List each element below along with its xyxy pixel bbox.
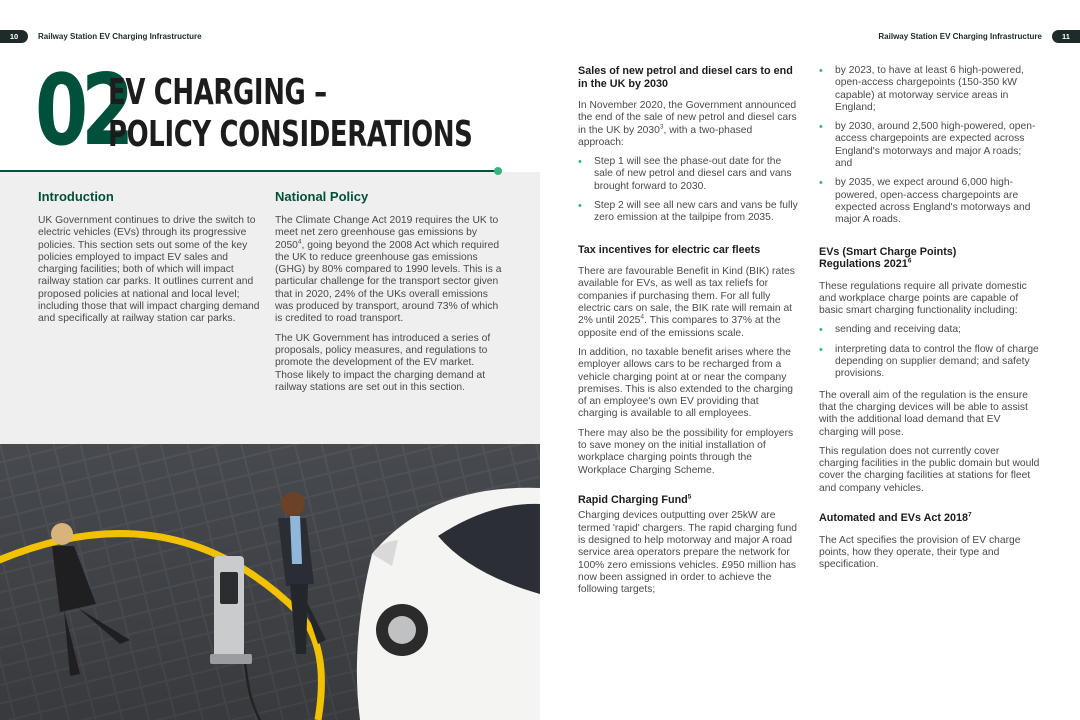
national-policy-p1-text-b: , going beyond the 2008 Act which required the UK to reduce greenhouse gas emissions (GHG) by 80% compared to 1990 levels. This is a particular challenge for the transport sector given that in 2020, 24% of the UKs overall emissions was produced by transport, around 73% of which is credited to road transport. bbox=[275, 239, 502, 325]
list-item: • sending and receiving data; bbox=[819, 324, 1041, 336]
rapid-fund-paragraph: Charging devices outputting over 25kW are termed 'rapid' chargers. The rapid charging fund is designed to help motorway and major A road service area operators prepare the network for 100% zero emissions vehicles. £950 million has now been assigned in order to achieve the following targets; bbox=[578, 510, 797, 596]
national-policy-p1-text-a: The Climate Change Act 2019 requires the UK to meet net zero greenhouse gas emissions by 2050 bbox=[275, 215, 499, 251]
smart-charge-functions bbox=[819, 324, 1041, 380]
national-policy-paragraph-2: The UK Government has introduced a series of proposals, policy measures, and regulations to promote the development of the EV market. Those likely to impact the charging demand at railway stations are set out in this section. bbox=[275, 332, 491, 393]
footnote-ref: 7 bbox=[968, 511, 972, 519]
chapter-title-line1: EV CHARGING – bbox=[108, 72, 327, 113]
right-page-header bbox=[878, 29, 1080, 43]
smart-charge-paragraph-1: These regulations require all private domestic and workplace charge points are capable of basic smart charging functionality including: bbox=[819, 280, 1027, 317]
list-item: • by 2030, around 2,500 high-powered, open-access chargepoints are expected across England's motorways and major A roads; and bbox=[819, 121, 1041, 170]
introduction-heading: Introduction bbox=[38, 189, 114, 204]
smart-charge-paragraph-2: The overall aim of the regulation is the ensure that the charging devices will be able to assist with the additional load demand that EV charging will pose. bbox=[819, 389, 1028, 438]
smart-charge-heading-line1: EVs (Smart Charge Points) bbox=[819, 245, 957, 258]
national-policy-paragraph-1 bbox=[275, 215, 503, 326]
footnote-ref: 4 bbox=[640, 313, 645, 321]
rapid-fund-heading-text: Rapid Charging Fund bbox=[578, 493, 688, 506]
national-policy-heading: National Policy bbox=[275, 189, 369, 204]
running-header-right: Railway Station EV Charging Infrastructure bbox=[878, 31, 1042, 41]
list-item: • interpreting data to control the flow of charge depending on supplier demand; and safety provisions. bbox=[819, 344, 1041, 381]
tax-p1-text-a: There are favourable Benefit in Kind (BIK) rates available for EVs, as well as tax reliefs for companies if purchasing them. For all fully electric cars on sale, the BIK rate will remain at 2% until 2025 bbox=[578, 266, 795, 327]
chapter-divider-line bbox=[0, 170, 498, 172]
tax-incentives-heading: Tax incentives for electric car fleets bbox=[578, 243, 761, 256]
sales-ban-steps bbox=[578, 156, 800, 224]
footnote-ref: 3 bbox=[659, 123, 664, 131]
list-item: • by 2023, to have at least 6 high-powered, open-access chargepoints (150-350 kW capable) at motorway service areas in England; bbox=[819, 65, 1041, 114]
page-number-right: 11 bbox=[1052, 30, 1080, 43]
running-header-left: Railway Station EV Charging Infrastructure bbox=[38, 31, 202, 41]
chapter-title-line2: POLICY CONSIDERATIONS bbox=[108, 114, 473, 155]
page-number-left: 10 bbox=[0, 30, 28, 43]
sales-ban-intro bbox=[578, 100, 800, 149]
ev-charging-photo bbox=[0, 444, 540, 720]
sales-ban-heading: Sales of new petrol and diesel cars to end in the UK by 2030 bbox=[578, 65, 793, 90]
charging-scene-illustration bbox=[0, 444, 540, 720]
footnote-ref: 6 bbox=[907, 257, 912, 265]
right-column-2 bbox=[819, 65, 1041, 578]
tax-p1-text-b: . This compares to 37% at the opposite end of the emissions scale. bbox=[578, 315, 781, 339]
chapter-divider-dot bbox=[494, 167, 502, 175]
automated-act-heading bbox=[819, 512, 1041, 525]
tax-incentives-paragraph-2: In addition, no taxable benefit arises where the employer allows cars to be recharged from a vehicle charging point at or near the company premises. This is also extended to the charging of an employee's own EV providing that charging is available to all employees. bbox=[578, 346, 794, 420]
introduction-paragraph: UK Government continues to drive the switch to electric vehicles (EVs) through its progressive policies. This section sets out some of the key policies employed to impact EV sales and charging facilities; both of which will impact railway station car parks. It outlines current and proposed policies at national and local level; including those that will impact charging demand and specifically at railway station car parks. bbox=[38, 215, 260, 325]
automated-act-paragraph: The Act specifies the provision of EV charge points, how they operate, their type and specification. bbox=[819, 534, 1021, 571]
sales-ban-intro-text-b: , with a two-phased approach: bbox=[578, 124, 753, 148]
automated-act-heading-text: Automated and EVs Act 2018 bbox=[819, 512, 969, 525]
left-page-header bbox=[0, 29, 202, 43]
tax-incentives-paragraph-1 bbox=[578, 266, 800, 340]
sales-ban-intro-text-a: In November 2020, the Government announced the end of the sale of new petrol and diesel cars in the UK by 2030 bbox=[578, 100, 797, 136]
smart-charge-paragraph-3: This regulation does not currently cover charging facilities in the public domain but would cover the charging facilities at stations for fleet and company vehicles. bbox=[819, 445, 1040, 494]
smart-charge-heading bbox=[819, 246, 1041, 271]
rapid-fund-heading bbox=[578, 494, 800, 507]
national-policy-section bbox=[275, 189, 503, 401]
rapid-fund-targets bbox=[819, 65, 1041, 227]
smart-charge-heading-line2: Regulations 2021 bbox=[819, 258, 908, 271]
footnote-ref: 4 bbox=[297, 238, 302, 246]
list-item: • Step 1 will see the phase-out date for the sale of new petrol and diesel cars and vans brought forward to 2030. bbox=[578, 156, 800, 193]
chapter-number: 02 bbox=[35, 54, 128, 168]
right-column-1 bbox=[578, 65, 800, 604]
chapter-title bbox=[108, 72, 472, 156]
tax-incentives-paragraph-3: There may also be the possibility for employers to save money on the initial installation of workplace charging points through the Workplace Charging Scheme. bbox=[578, 427, 794, 476]
introduction-section bbox=[38, 189, 268, 333]
footnote-ref: 5 bbox=[687, 493, 692, 501]
list-item: • by 2035, we expect around 6,000 high-powered, open-access chargepoints are expected across England's motorways and major A roads. bbox=[819, 177, 1041, 226]
list-item: • Step 2 will see all new cars and vans be fully zero emission at the tailpipe from 2035. bbox=[578, 200, 800, 225]
